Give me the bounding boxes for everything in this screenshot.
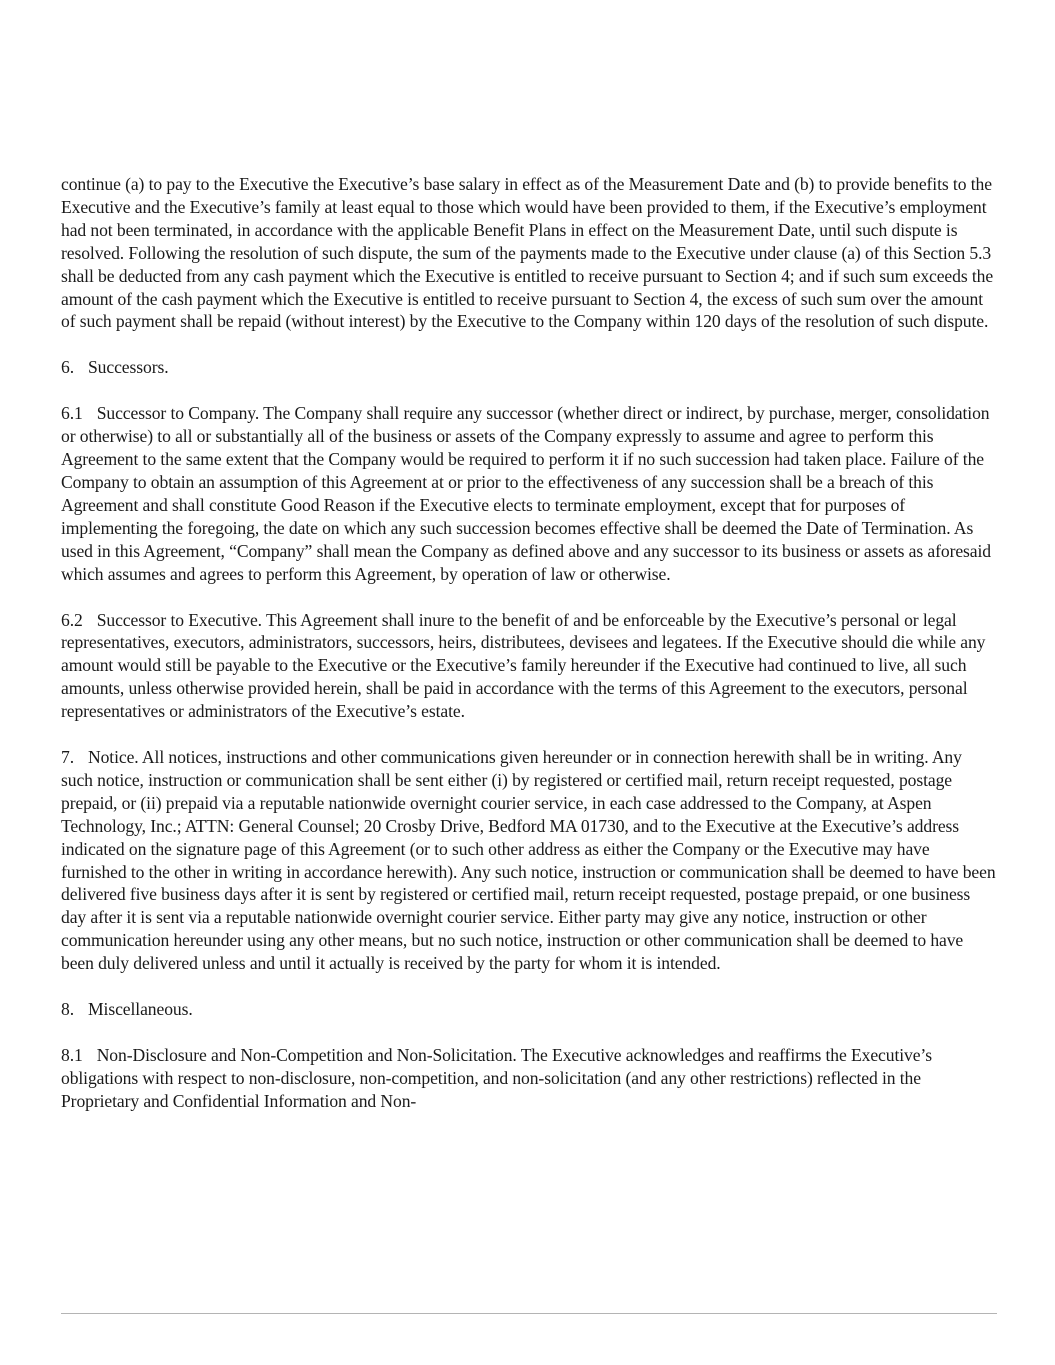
paragraph-text: Non-Disclosure and Non-Competition and Non-Solicitation. The Executive acknowledges and reaffirms the Executive’s obligations with respect to non-disclosure, non-competition, and non-solicitation (and any other restrictions) reflected in the Proprietary and Confidential Information and Non-	[61, 1045, 932, 1111]
paragraph-text: Successor to Company. The Company shall require any successor (whether direct or indirect, by purchase, merger, consolidation or otherwise) to all or substantially all of the business or assets of the Company expressly to assume and agree to perform this Agreement to the same extent that the Company would be required to perform it if no such succession had taken place. Failure of the Company to obtain an assumption of this Agreement at or prior to the effectiveness of any succession shall be a breach of this Agreement and shall constitute Good Reason if the Executive elects to terminate employment, except that for purposes of implementing the foregoing, the date on which any such succession becomes effective shall be deemed the Date of Termination. As used in this Agreement, “Company” shall mean the Company as defined above and any successor to its business or assets as aforesaid which assumes and agrees to perform this Agreement, by operation of law or otherwise.	[61, 403, 991, 584]
section-number: 7.	[61, 747, 74, 768]
paragraph-5-3-continued	[61, 173, 997, 333]
paragraph-text: Notice. All notices, instructions and other communications given hereunder or in connection herewith shall be in writing. Any such notice, instruction or communication shall be sent either (i) by registered or certified mail, return receipt requested, postage prepaid, or (ii) prepaid via a reputable nationwide overnight courier service, in each case addressed to the Company, at Aspen Technology, Inc.; ATTN: General Counsel; 20 Crosby Drive, Bedford MA 01730, and to the Executive at the Executive’s address indicated on the signature page of this Agreement (or to such other address as either the Company or the Executive may have furnished to the other in writing in accordance herewith). Any such notice, instruction or communication shall be deemed to have been delivered five business days after it is sent by registered or certified mail, return receipt requested, postage prepaid, or one business day after it is sent via a reputable nationwide overnight courier service. Either party may give any notice, instruction or other communication hereunder using any other means, but no such notice, instruction or other communication shall be deemed to have been duly delivered unless and until it actually is received by the party for whom it is intended.	[61, 747, 996, 974]
section-title: Successors.	[88, 357, 169, 378]
paragraph-text: Successor to Executive. This Agreement shall inure to the benefit of and be enforceable by the Executive’s personal or legal representatives, executors, administrators, successors, heirs, distributees, devisees and legatees. If the Executive should die while any amount would still be payable to the Executive or the Executive’s family hereunder if the Executive had continued to live, all such amounts, unless otherwise provided herein, shall be paid in accordance with the terms of this Agreement to the executors, personal representatives or administrators of the Executive’s estate.	[61, 609, 986, 722]
section-8-heading	[61, 998, 997, 1021]
section-number: 6.1	[61, 403, 83, 424]
paragraph-text: continue (a) to pay to the Executive the Executive’s base salary in effect as of the Measurement Date and (b) to provide benefits to the Executive and the Executive’s family at least equal to those which would have been provided to them, if the Executive’s employment had not been terminated, in accordance with the applicable Benefit Plans in effect on the Measurement Date, until such dispute is resolved. Following the resolution of such dispute, the sum of the payments made to the Executive under clause (a) of this Section 5.3 shall be deducted from any cash payment which the Executive is entitled to receive pursuant to Section 4; and if such sum exceeds the amount of the cash payment which the Executive is entitled to receive pursuant to Section 4, the excess of such sum over the amount of such payment shall be repaid (without interest) by the Executive to the Company within 120 days of the resolution of such dispute.	[61, 174, 994, 332]
page-footer-divider	[61, 1313, 997, 1314]
paragraph-8-1	[61, 1044, 997, 1113]
document-body	[61, 173, 997, 1136]
section-number: 8.1	[61, 1045, 83, 1065]
section-number: 8.	[61, 999, 74, 1020]
section-number: 6.2	[61, 609, 83, 630]
paragraph-6-1	[61, 402, 997, 585]
paragraph-7-notice	[61, 746, 997, 975]
section-6-heading	[61, 356, 997, 379]
paragraph-6-2	[61, 609, 997, 724]
section-number: 6.	[61, 357, 74, 378]
section-title: Miscellaneous.	[88, 999, 193, 1020]
